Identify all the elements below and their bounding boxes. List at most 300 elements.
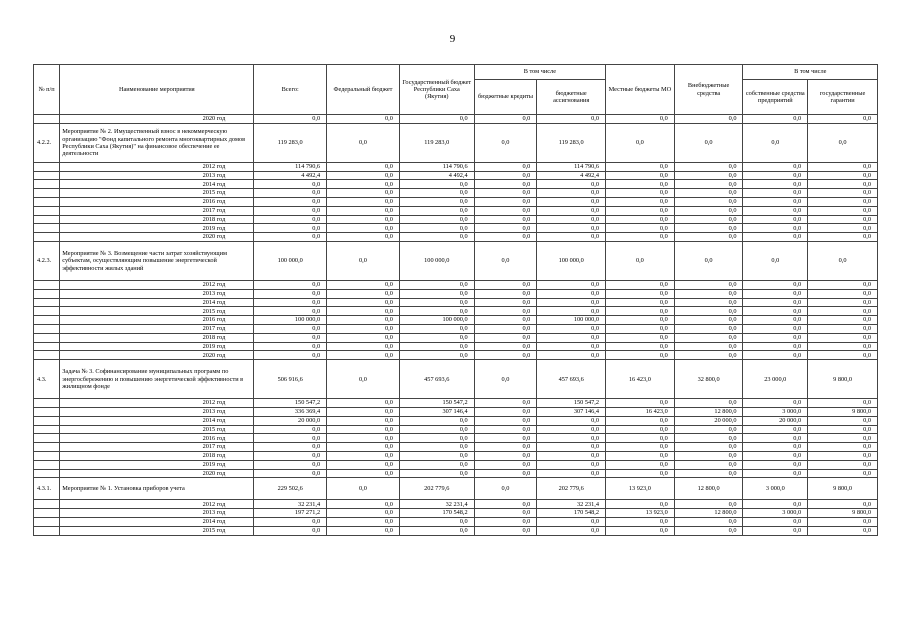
row-name: 2012 год xyxy=(60,280,254,289)
cell-value: 0,0 xyxy=(808,425,878,434)
cell-value: 0,0 xyxy=(399,443,474,452)
cell-value: 0,0 xyxy=(254,324,327,333)
cell-value: 0,0 xyxy=(537,425,606,434)
table-header xyxy=(34,65,878,115)
year-row xyxy=(34,280,878,289)
cell-value: 12 800,0 xyxy=(674,478,743,500)
cell-value: 0,0 xyxy=(674,233,743,242)
cell-value: 0,0 xyxy=(674,425,743,434)
cell-value: 0,0 xyxy=(254,460,327,469)
cell-value: 0,0 xyxy=(743,298,808,307)
cell-value: 0,0 xyxy=(743,289,808,298)
cell-value: 0,0 xyxy=(808,115,878,124)
cell-value: 4 492,4 xyxy=(399,171,474,180)
cell-value: 0,0 xyxy=(474,451,537,460)
year-row xyxy=(34,434,878,443)
cell-value: 114 790,6 xyxy=(399,162,474,171)
cell-value: 0,0 xyxy=(606,180,675,189)
cell-value: 0,0 xyxy=(808,180,878,189)
cell-value: 119 283,0 xyxy=(537,123,606,162)
row-name: 2020 год xyxy=(60,469,254,478)
year-row xyxy=(34,324,878,333)
cell-value: 0,0 xyxy=(743,333,808,342)
row-name: 2013 год xyxy=(60,509,254,518)
cell-value: 0,0 xyxy=(474,307,537,316)
cell-value: 0,0 xyxy=(674,298,743,307)
item-row xyxy=(34,360,878,399)
cell-value: 0,0 xyxy=(254,115,327,124)
cell-value: 0,0 xyxy=(606,162,675,171)
cell-value: 0,0 xyxy=(674,324,743,333)
year-row xyxy=(34,500,878,509)
year-row xyxy=(34,517,878,526)
cell-value: 0,0 xyxy=(743,460,808,469)
cell-value: 0,0 xyxy=(327,316,400,325)
cell-value: 0,0 xyxy=(674,307,743,316)
row-number xyxy=(34,399,60,408)
year-row xyxy=(34,469,878,478)
cell-value: 0,0 xyxy=(327,500,400,509)
cell-value: 0,0 xyxy=(674,180,743,189)
cell-value: 150 547,2 xyxy=(254,399,327,408)
row-number xyxy=(34,307,60,316)
cell-value: 0,0 xyxy=(808,469,878,478)
cell-value: 0,0 xyxy=(606,215,675,224)
cell-value: 0,0 xyxy=(674,206,743,215)
year-row xyxy=(34,115,878,124)
cell-value: 0,0 xyxy=(399,224,474,233)
cell-value: 0,0 xyxy=(399,115,474,124)
cell-value: 0,0 xyxy=(474,289,537,298)
cell-value: 0,0 xyxy=(606,206,675,215)
cell-value: 0,0 xyxy=(808,416,878,425)
year-row xyxy=(34,451,878,460)
cell-value: 0,0 xyxy=(254,206,327,215)
cell-value: 0,0 xyxy=(399,425,474,434)
cell-value: 0,0 xyxy=(399,280,474,289)
cell-value: 0,0 xyxy=(327,526,400,535)
cell-value: 202 779,6 xyxy=(399,478,474,500)
cell-value: 0,0 xyxy=(743,241,808,280)
row-number xyxy=(34,316,60,325)
cell-value: 0,0 xyxy=(674,526,743,535)
cell-value: 0,0 xyxy=(743,526,808,535)
row-name: 2018 год xyxy=(60,215,254,224)
row-number xyxy=(34,289,60,298)
cell-value: 0,0 xyxy=(327,351,400,360)
cell-value: 0,0 xyxy=(254,333,327,342)
cell-value: 16 423,0 xyxy=(606,360,675,399)
cell-value: 0,0 xyxy=(474,399,537,408)
cell-value: 0,0 xyxy=(327,241,400,280)
cell-value: 0,0 xyxy=(399,197,474,206)
cell-value: 0,0 xyxy=(606,451,675,460)
cell-value: 150 547,2 xyxy=(537,399,606,408)
year-row xyxy=(34,289,878,298)
cell-value: 0,0 xyxy=(399,298,474,307)
cell-value: 0,0 xyxy=(327,451,400,460)
cell-value: 0,0 xyxy=(606,298,675,307)
cell-value: 0,0 xyxy=(606,460,675,469)
cell-value: 0,0 xyxy=(743,316,808,325)
row-number xyxy=(34,526,60,535)
cell-value: 0,0 xyxy=(474,241,537,280)
row-name: 2019 год xyxy=(60,342,254,351)
cell-value: 0,0 xyxy=(606,351,675,360)
cell-value: 0,0 xyxy=(537,189,606,198)
cell-value: 32 800,0 xyxy=(674,360,743,399)
cell-value: 0,0 xyxy=(606,224,675,233)
row-number xyxy=(34,180,60,189)
cell-value: 0,0 xyxy=(743,399,808,408)
row-number xyxy=(34,425,60,434)
cell-value: 0,0 xyxy=(327,416,400,425)
cell-value: 0,0 xyxy=(327,307,400,316)
cell-value: 0,0 xyxy=(606,526,675,535)
cell-value: 4 492,4 xyxy=(537,171,606,180)
cell-value: 0,0 xyxy=(399,307,474,316)
cell-value: 0,0 xyxy=(743,197,808,206)
row-number xyxy=(34,224,60,233)
cell-value: 0,0 xyxy=(674,115,743,124)
row-name: 2016 год xyxy=(60,197,254,206)
cell-value: 0,0 xyxy=(474,215,537,224)
cell-value: 0,0 xyxy=(327,407,400,416)
cell-value: 0,0 xyxy=(606,307,675,316)
cell-value: 0,0 xyxy=(537,351,606,360)
row-name: 2012 год xyxy=(60,500,254,509)
cell-value: 0,0 xyxy=(474,298,537,307)
row-name: 2019 год xyxy=(60,460,254,469)
cell-value: 0,0 xyxy=(808,333,878,342)
cell-value: 0,0 xyxy=(327,289,400,298)
row-number: 4.2.2. xyxy=(34,123,60,162)
cell-value: 0,0 xyxy=(537,298,606,307)
cell-value: 0,0 xyxy=(474,500,537,509)
cell-value: 0,0 xyxy=(537,443,606,452)
cell-value: 0,0 xyxy=(808,197,878,206)
header-federal: Федеральный бюджет xyxy=(327,65,400,115)
cell-value: 0,0 xyxy=(537,333,606,342)
item-row xyxy=(34,478,878,500)
row-number xyxy=(34,215,60,224)
cell-value: 0,0 xyxy=(254,215,327,224)
cell-value: 0,0 xyxy=(254,180,327,189)
year-row xyxy=(34,351,878,360)
row-name: 2014 год xyxy=(60,517,254,526)
cell-value: 0,0 xyxy=(537,206,606,215)
cell-value: 0,0 xyxy=(327,434,400,443)
cell-value: 0,0 xyxy=(674,399,743,408)
cell-value: 0,0 xyxy=(474,115,537,124)
row-number xyxy=(34,280,60,289)
row-name: Мероприятие № 3. Возмещение части затрат хозяйствующим субъектам, осуществляющим повышение энергетической эффективности жилых зданий xyxy=(60,241,254,280)
cell-value: 0,0 xyxy=(327,215,400,224)
row-name: Мероприятие № 2. Имущественный взнос в некоммерческую организацию "Фонд капитального ремонта многоквартирных домов Республики Саха (Якутия)" на финансовое обеспечение ее деятельности xyxy=(60,123,254,162)
row-name: 2020 год xyxy=(60,351,254,360)
cell-value: 0,0 xyxy=(254,517,327,526)
row-name: 2015 год xyxy=(60,189,254,198)
cell-value: 0,0 xyxy=(606,280,675,289)
cell-value: 0,0 xyxy=(537,526,606,535)
cell-value: 9 800,0 xyxy=(808,360,878,399)
cell-value: 0,0 xyxy=(743,469,808,478)
cell-value: 0,0 xyxy=(537,115,606,124)
year-row xyxy=(34,171,878,180)
cell-value: 0,0 xyxy=(399,416,474,425)
cell-value: 0,0 xyxy=(327,197,400,206)
cell-value: 0,0 xyxy=(474,460,537,469)
row-name: 2020 год xyxy=(60,115,254,124)
cell-value: 0,0 xyxy=(674,342,743,351)
row-name: 2018 год xyxy=(60,451,254,460)
cell-value: 0,0 xyxy=(606,333,675,342)
cell-value: 0,0 xyxy=(474,316,537,325)
cell-value: 0,0 xyxy=(474,360,537,399)
cell-value: 0,0 xyxy=(399,434,474,443)
cell-value: 0,0 xyxy=(399,206,474,215)
header-incl-1: В том числе xyxy=(474,65,605,80)
cell-value: 100 000,0 xyxy=(254,241,327,280)
cell-value: 0,0 xyxy=(254,298,327,307)
cell-value: 0,0 xyxy=(474,224,537,233)
cell-value: 0,0 xyxy=(474,171,537,180)
cell-value: 0,0 xyxy=(808,206,878,215)
row-number: 4.3. xyxy=(34,360,60,399)
cell-value: 0,0 xyxy=(674,460,743,469)
cell-value: 0,0 xyxy=(474,509,537,518)
cell-value: 0,0 xyxy=(743,224,808,233)
cell-value: 0,0 xyxy=(808,171,878,180)
cell-value: 0,0 xyxy=(808,289,878,298)
cell-value: 0,0 xyxy=(674,123,743,162)
cell-value: 0,0 xyxy=(327,509,400,518)
cell-value: 114 790,6 xyxy=(254,162,327,171)
cell-value: 20 000,0 xyxy=(743,416,808,425)
cell-value: 0,0 xyxy=(743,280,808,289)
cell-value: 32 231,4 xyxy=(254,500,327,509)
row-number xyxy=(34,451,60,460)
cell-value: 0,0 xyxy=(537,233,606,242)
cell-value: 0,0 xyxy=(808,517,878,526)
cell-value: 0,0 xyxy=(674,241,743,280)
row-name: 2017 год xyxy=(60,206,254,215)
row-number xyxy=(34,517,60,526)
year-row xyxy=(34,443,878,452)
cell-value: 0,0 xyxy=(743,307,808,316)
year-row xyxy=(34,189,878,198)
cell-value: 0,0 xyxy=(808,189,878,198)
row-number xyxy=(34,333,60,342)
cell-value: 0,0 xyxy=(537,180,606,189)
cell-value: 0,0 xyxy=(327,324,400,333)
row-name: 2013 год xyxy=(60,171,254,180)
cell-value: 0,0 xyxy=(327,280,400,289)
cell-value: 170 548,2 xyxy=(537,509,606,518)
cell-value: 0,0 xyxy=(674,469,743,478)
row-name: 2017 год xyxy=(60,443,254,452)
cell-value: 12 800,0 xyxy=(674,407,743,416)
cell-value: 0,0 xyxy=(606,115,675,124)
cell-value: 0,0 xyxy=(808,123,878,162)
cell-value: 0,0 xyxy=(743,451,808,460)
cell-value: 0,0 xyxy=(537,451,606,460)
cell-value: 0,0 xyxy=(808,451,878,460)
cell-value: 0,0 xyxy=(808,241,878,280)
cell-value: 0,0 xyxy=(743,351,808,360)
cell-value: 0,0 xyxy=(327,443,400,452)
cell-value: 0,0 xyxy=(537,416,606,425)
cell-value: 0,0 xyxy=(254,443,327,452)
cell-value: 0,0 xyxy=(474,233,537,242)
cell-value: 13 923,0 xyxy=(606,478,675,500)
row-name: 2013 год xyxy=(60,289,254,298)
cell-value: 0,0 xyxy=(254,526,327,535)
cell-value: 100 000,0 xyxy=(399,241,474,280)
cell-value: 170 548,2 xyxy=(399,509,474,518)
cell-value: 0,0 xyxy=(474,123,537,162)
cell-value: 506 916,6 xyxy=(254,360,327,399)
cell-value: 0,0 xyxy=(474,180,537,189)
cell-value: 100 000,0 xyxy=(537,316,606,325)
year-row xyxy=(34,407,878,416)
cell-value: 0,0 xyxy=(606,399,675,408)
cell-value: 0,0 xyxy=(674,517,743,526)
cell-value: 0,0 xyxy=(399,324,474,333)
row-number xyxy=(34,324,60,333)
cell-value: 0,0 xyxy=(327,206,400,215)
cell-value: 0,0 xyxy=(537,289,606,298)
cell-value: 0,0 xyxy=(537,469,606,478)
year-row xyxy=(34,162,878,171)
cell-value: 0,0 xyxy=(606,233,675,242)
cell-value: 0,0 xyxy=(254,224,327,233)
cell-value: 0,0 xyxy=(327,460,400,469)
cell-value: 0,0 xyxy=(606,469,675,478)
row-number xyxy=(34,162,60,171)
cell-value: 0,0 xyxy=(606,517,675,526)
row-number xyxy=(34,443,60,452)
cell-value: 0,0 xyxy=(474,478,537,500)
cell-value: 0,0 xyxy=(399,517,474,526)
cell-value: 0,0 xyxy=(808,351,878,360)
cell-value: 3 000,0 xyxy=(743,478,808,500)
cell-value: 0,0 xyxy=(254,425,327,434)
budget-table xyxy=(33,64,878,536)
year-row xyxy=(34,233,878,242)
cell-value: 0,0 xyxy=(674,289,743,298)
cell-value: 0,0 xyxy=(327,224,400,233)
cell-value: 0,0 xyxy=(808,324,878,333)
cell-value: 0,0 xyxy=(674,351,743,360)
cell-value: 0,0 xyxy=(743,233,808,242)
cell-value: 0,0 xyxy=(399,215,474,224)
cell-value: 0,0 xyxy=(537,342,606,351)
year-row xyxy=(34,307,878,316)
cell-value: 0,0 xyxy=(399,460,474,469)
cell-value: 0,0 xyxy=(254,469,327,478)
year-row xyxy=(34,526,878,535)
year-row xyxy=(34,298,878,307)
row-name: 2015 год xyxy=(60,526,254,535)
cell-value: 0,0 xyxy=(399,333,474,342)
cell-value: 0,0 xyxy=(474,416,537,425)
row-number xyxy=(34,351,60,360)
row-number: 4.3.1. xyxy=(34,478,60,500)
row-name: 2013 год xyxy=(60,407,254,416)
cell-value: 3 000,0 xyxy=(743,509,808,518)
row-name: 2019 год xyxy=(60,224,254,233)
cell-value: 0,0 xyxy=(674,197,743,206)
header-own: собственные средства предприятий xyxy=(743,80,808,115)
year-row xyxy=(34,425,878,434)
cell-value: 0,0 xyxy=(537,224,606,233)
cell-value: 0,0 xyxy=(808,500,878,509)
cell-value: 0,0 xyxy=(399,469,474,478)
cell-value: 100 000,0 xyxy=(399,316,474,325)
cell-value: 16 423,0 xyxy=(606,407,675,416)
cell-value: 119 283,0 xyxy=(254,123,327,162)
cell-value: 0,0 xyxy=(743,123,808,162)
cell-value: 9 800,0 xyxy=(808,478,878,500)
cell-value: 0,0 xyxy=(254,451,327,460)
cell-value: 0,0 xyxy=(254,434,327,443)
cell-value: 0,0 xyxy=(743,171,808,180)
cell-value: 0,0 xyxy=(254,197,327,206)
cell-value: 0,0 xyxy=(327,478,400,500)
cell-value: 0,0 xyxy=(254,342,327,351)
cell-value: 0,0 xyxy=(474,443,537,452)
cell-value: 0,0 xyxy=(808,224,878,233)
cell-value: 0,0 xyxy=(399,526,474,535)
row-name: 2014 год xyxy=(60,298,254,307)
cell-value: 32 231,4 xyxy=(537,500,606,509)
cell-value: 229 502,6 xyxy=(254,478,327,500)
cell-value: 0,0 xyxy=(606,197,675,206)
cell-value: 0,0 xyxy=(808,280,878,289)
cell-value: 0,0 xyxy=(474,434,537,443)
cell-value: 0,0 xyxy=(327,298,400,307)
cell-value: 0,0 xyxy=(606,316,675,325)
header-incl-2: В том числе xyxy=(743,65,878,80)
cell-value: 0,0 xyxy=(808,460,878,469)
cell-value: 0,0 xyxy=(808,443,878,452)
row-number: 4.2.3. xyxy=(34,241,60,280)
cell-value: 0,0 xyxy=(606,171,675,180)
year-row xyxy=(34,224,878,233)
cell-value: 0,0 xyxy=(606,123,675,162)
cell-value: 0,0 xyxy=(606,500,675,509)
cell-value: 100 000,0 xyxy=(254,316,327,325)
cell-value: 0,0 xyxy=(254,280,327,289)
cell-value: 0,0 xyxy=(674,215,743,224)
cell-value: 0,0 xyxy=(474,333,537,342)
cell-value: 114 790,6 xyxy=(537,162,606,171)
cell-value: 0,0 xyxy=(537,434,606,443)
cell-value: 0,0 xyxy=(399,342,474,351)
cell-value: 20 000,0 xyxy=(254,416,327,425)
row-number xyxy=(34,171,60,180)
row-number xyxy=(34,407,60,416)
year-row xyxy=(34,333,878,342)
item-row xyxy=(34,123,878,162)
cell-value: 0,0 xyxy=(474,162,537,171)
cell-value: 457 693,6 xyxy=(399,360,474,399)
cell-value: 0,0 xyxy=(399,451,474,460)
row-name: 2014 год xyxy=(60,180,254,189)
page-number: 9 xyxy=(449,33,456,45)
cell-value: 0,0 xyxy=(327,189,400,198)
